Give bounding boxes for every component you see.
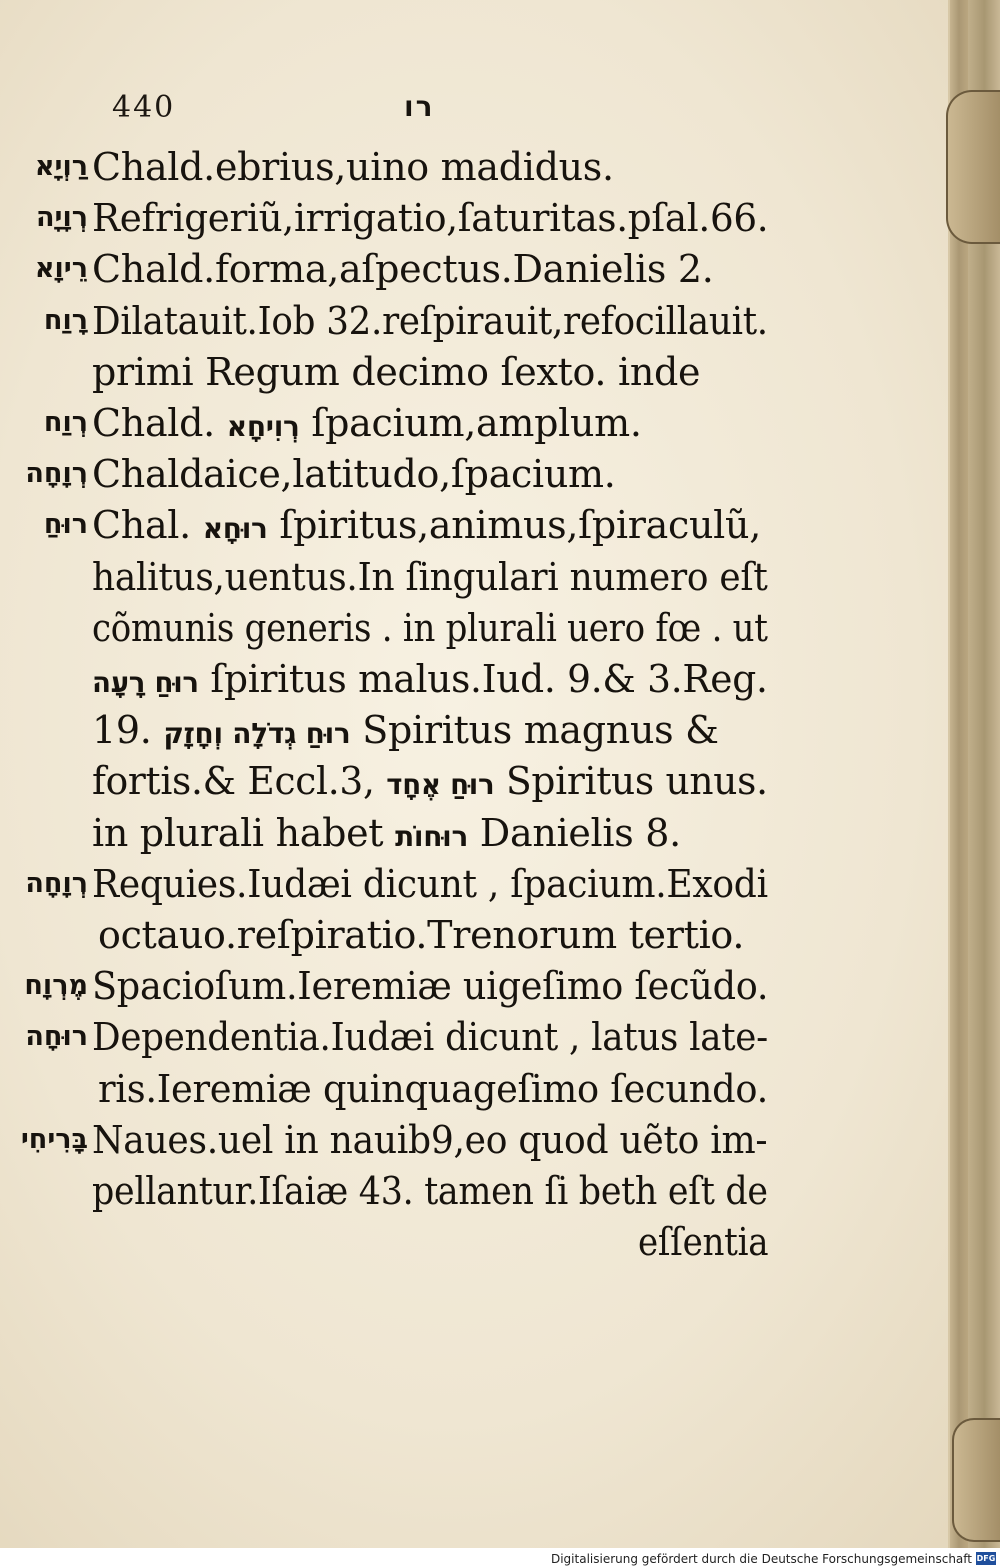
text-line [92, 500, 761, 554]
line-text: Refrigeriũ,irrigatio,ſaturitas.pſal.66. [92, 196, 769, 241]
line-text-after: ſpiritus malus.Iud. 9.& 3.Reg. [210, 657, 768, 701]
text-line [92, 193, 768, 243]
inline-hebrew: רוּחוֹת [395, 819, 469, 853]
text-line [92, 1012, 768, 1062]
line-text: Chald.forma,aſpectus.Danielis 2. [92, 247, 714, 292]
text-line [92, 296, 768, 346]
lemma-hebrew: רוּחָה [25, 1021, 88, 1053]
text-line [638, 1217, 768, 1267]
text-line [92, 705, 719, 759]
text-line [92, 347, 700, 397]
line-text: Chald.ebrius,uino madidus. [92, 145, 614, 189]
line-text-after: Spiritus unus. [505, 759, 768, 804]
line-text: Chaldaice,latitudo,ſpacium. [92, 452, 616, 497]
line-text-after: ſpiritus,animus,ſpiraculũ, [279, 503, 761, 548]
inline-hebrew: רְוִיחָא [226, 410, 300, 443]
line-text-before: Chald. [92, 401, 215, 445]
line-text-before: Chal. [92, 503, 191, 548]
line-text: Naues.uel in nauib9,eo quod uẽto im- [92, 1117, 768, 1162]
lemma-hebrew: רְוָחָה [25, 458, 88, 490]
inline-hebrew: רוּחָא [202, 512, 268, 546]
line-text: Dependentia.Iudæi dicunt , latus late- [92, 1015, 768, 1060]
line-text-before: fortis.& Eccl.3, [92, 759, 375, 804]
running-head-hebrew: רו [404, 90, 435, 123]
text-line [92, 552, 767, 602]
text-line [92, 859, 768, 909]
lemma-hebrew: רוּחַ [43, 509, 88, 541]
line-text: ris.Ieremiæ quinquageſimo ſecundo. [98, 1066, 768, 1111]
lemma-hebrew: רַוְיָא [34, 151, 88, 182]
line-text: Dilatauit.Iob 32.reſpirauit,refocillauit. [92, 298, 768, 343]
text-line [92, 808, 681, 862]
footer-credit: Digitalisierung gefördert durch die Deutsche Forschungsgemeinschaft [550, 1552, 972, 1566]
line-text: Requies.Iudæi dicunt , ſpacium.Exodi [92, 861, 768, 906]
text-line [92, 449, 616, 499]
lemma-hebrew: רָוַח [43, 304, 88, 336]
text-line [92, 398, 642, 452]
inline-hebrew: רוּחַ גְדֹלָה וְחָזָק [163, 717, 351, 751]
line-text-after: ſpacium,amplum. [311, 401, 642, 445]
text-line [92, 603, 768, 653]
text-line [98, 910, 744, 960]
text-line [92, 1115, 767, 1165]
text-line [92, 654, 768, 708]
line-text: octauo.reſpiratio.Trenorum tertio. [98, 913, 745, 957]
text-line [92, 756, 768, 810]
lemma-hebrew: מֶרְוָח [24, 970, 88, 1002]
lemma-hebrew: רְוָחָה [25, 867, 88, 899]
lemma-hebrew: רְוָיָה [35, 202, 88, 234]
clasp-bottom [952, 1418, 1000, 1542]
page-number: 440 [112, 90, 176, 125]
line-text: cõmunis generis . in plurali uero fœ . ut [92, 605, 768, 650]
text-line [92, 961, 768, 1011]
line-text: primi Regum decimo ſexto. inde [92, 349, 701, 394]
lemma-hebrew: רְוַח [43, 407, 88, 438]
line-text: Spacioſum.Ieremiæ uigeſimo ſecũdo. [92, 964, 769, 1009]
line-text: halitus,uentus.In ſingulari numero eſt [92, 554, 768, 599]
text-line [92, 1166, 768, 1216]
text-line [92, 142, 614, 192]
line-text-after: Spiritus magnus & [362, 708, 719, 753]
lemma-hebrew: בָּרִיחִי [20, 1123, 88, 1155]
footer-bar [0, 1548, 1000, 1568]
line-text-before: 19. [92, 708, 152, 753]
dfg-logo-icon: DFG [976, 1554, 996, 1563]
inline-hebrew: רוּחַ רָעָה [92, 666, 199, 699]
lemma-hebrew: רֵיוָא [34, 253, 88, 285]
text-line [92, 244, 714, 294]
line-text-before: in plurali habet [92, 810, 384, 855]
line-text-after: Danielis 8. [479, 810, 681, 855]
line-text: eſſentia [638, 1220, 769, 1265]
clasp-top [946, 90, 1000, 244]
text-line [98, 1064, 768, 1114]
inline-hebrew: רוּחַ אֶחָד [386, 768, 495, 802]
line-text: pellantur.Iſaiæ 43. tamen ſi beth eſt de [92, 1169, 768, 1213]
